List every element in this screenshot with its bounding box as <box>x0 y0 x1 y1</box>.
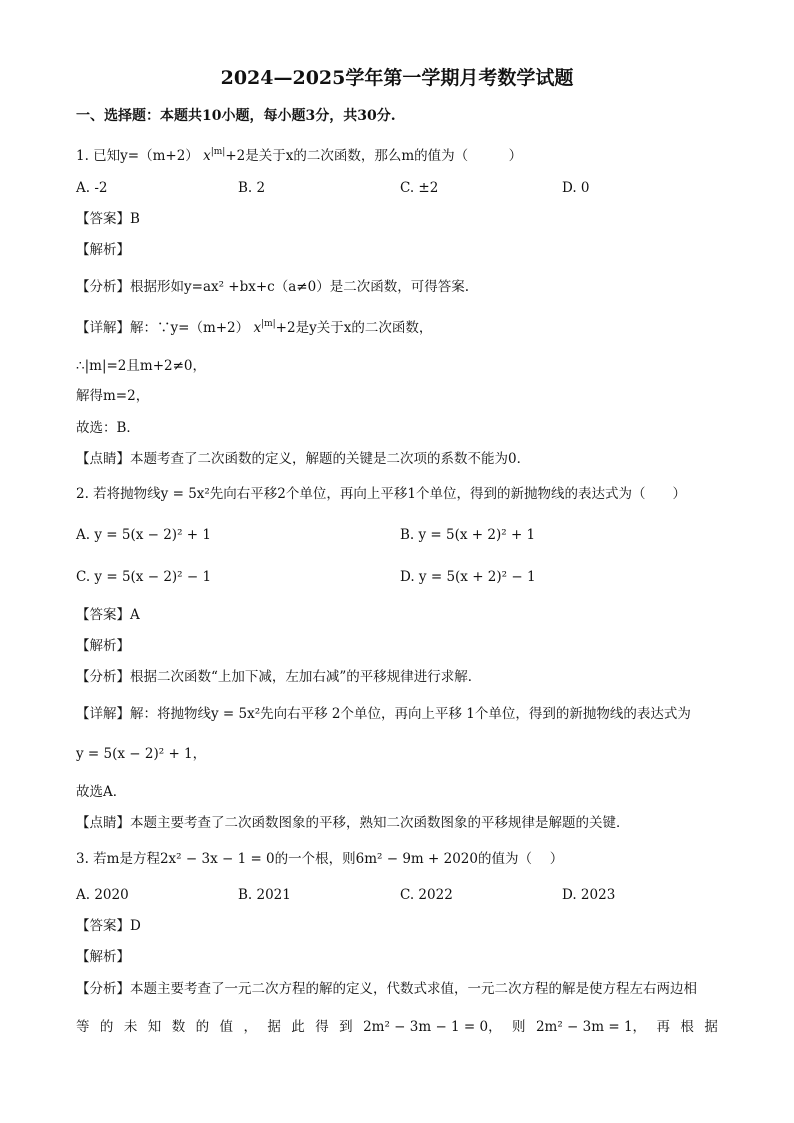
q3-analysis: 【分析】本题主要考查了一元二次方程的解的定义，代数式求值，一元二次方程的解是使方程左右两边相 <box>76 981 697 997</box>
q3-analysis-token: 值 <box>219 1019 234 1035</box>
q2-detail: 【详解】解：将抛物线y = 5x²先向右平移 2个单位，再向上平移 1个单位，得到的新抛物线的表达式为 <box>76 706 691 722</box>
q2-result: y = 5(x − 2)² + 1， <box>76 746 207 762</box>
q3-analysis-token: 未 <box>123 1019 138 1035</box>
q2-jiexi: 【解析】 <box>76 638 130 654</box>
q1-stem-post: +2是关于x的二次函数，那么m的值为（ ） <box>225 148 523 164</box>
q3-analysis-token: 据 <box>704 1019 718 1035</box>
q1-detail-post: +2是y关于x的二次函数， <box>275 320 433 336</box>
q1-stem-x: x <box>203 148 211 164</box>
q1-analysis: 【分析】根据形如y=ax² +bx+c（a≠0）是二次函数，可得答案. <box>76 279 469 295</box>
q1-detail-exponent: |m| <box>261 319 276 329</box>
q1-detail-pre: 【详解】解：∵y=（m+2） <box>76 320 250 336</box>
q1-option-d: D. 0 <box>562 180 590 196</box>
q1-stem-exponent: |m| <box>210 147 226 157</box>
q3-analysis-equation: 2m² − 3m − 1 = 0， <box>363 1019 502 1035</box>
q3-analysis-token: 此 <box>291 1019 305 1035</box>
section-heading: 一、选择题：本题共10小题，每小题3分，共30分. <box>76 108 396 124</box>
q3-analysis-token: 根 <box>680 1019 694 1035</box>
q1-detail <box>76 318 432 338</box>
q1-comment: 【点睛】本题考查了二次函数的定义，解题的关键是二次项的系数不能为0． <box>76 451 531 467</box>
q1-jiexi: 【解析】 <box>76 242 130 258</box>
question-3-stem: 3. 若m是方程2x² − 3x − 1 = 0的一个根，则6m² − 9m + 2020的值为（ ） <box>76 851 564 867</box>
q1-option-a: A. -2 <box>76 180 108 196</box>
q2-analysis: 【分析】根据二次函数“上加下减，左加右减”的平移规律进行求解． <box>76 669 482 685</box>
q1-answer: 【答案】B <box>76 211 140 227</box>
q2-option-c: C. y = 5(x − 2)² − 1 <box>76 569 212 585</box>
q2-option-b: B. y = 5(x + 2)² + 1 <box>400 527 536 543</box>
q3-option-a: A. 2020 <box>76 887 129 903</box>
q3-analysis-token: 的 <box>99 1019 114 1035</box>
q2-choose: 故选A． <box>76 784 127 800</box>
q1-option-b: B. 2 <box>238 180 266 196</box>
question-2-stem: 2. 若将抛物线y = 5x²先向右平移2个单位，再向上平移1个单位，得到的新抛物线的表达式为（ ） <box>76 486 686 502</box>
q3-analysis-continued <box>76 1017 718 1037</box>
q1-step-3: 故选：B． <box>76 420 140 436</box>
q1-option-c: C. ±2 <box>400 180 439 196</box>
q3-analysis-token: 的 <box>195 1019 210 1035</box>
q2-option-a: A. y = 5(x − 2)² + 1 <box>76 527 211 543</box>
q3-analysis-equation: 2m² − 3m = 1， <box>535 1019 647 1035</box>
q3-option-d: D. 2023 <box>562 887 616 903</box>
q3-option-c: C. 2022 <box>400 887 453 903</box>
page-title: 2024—2025学年第一学期月考数学试题 <box>220 67 574 89</box>
question-1-stem <box>76 146 522 166</box>
q3-analysis-token: 数 <box>171 1019 186 1035</box>
q3-analysis-token: 再 <box>656 1019 670 1035</box>
q2-comment: 【点睛】本题主要考查了二次函数图象的平移，熟知二次函数图象的平移规律是解题的关键． <box>76 815 630 831</box>
q3-analysis-token: 则 <box>512 1019 526 1035</box>
q3-analysis-token: ， <box>243 1019 257 1035</box>
q3-answer: 【答案】D <box>76 918 141 934</box>
q3-analysis-token: 得 <box>315 1019 329 1035</box>
q3-option-b: B. 2021 <box>238 887 291 903</box>
q1-detail-x: x <box>253 320 262 336</box>
q3-jiexi: 【解析】 <box>76 949 130 965</box>
q1-step-2: 解得m=2， <box>76 388 150 404</box>
q2-option-d: D. y = 5(x + 2)² − 1 <box>400 569 536 585</box>
q3-analysis-token: 到 <box>339 1019 353 1035</box>
q2-answer: 【答案】A <box>76 607 140 623</box>
q1-stem-pre: 1. 已知y=（m+2） <box>76 148 199 164</box>
q3-analysis-token: 据 <box>267 1019 281 1035</box>
q3-analysis-token: 知 <box>147 1019 162 1035</box>
q3-analysis-token: 等 <box>76 1019 90 1035</box>
q1-step-1: ∴|m|=2且m+2≠0， <box>76 358 206 374</box>
